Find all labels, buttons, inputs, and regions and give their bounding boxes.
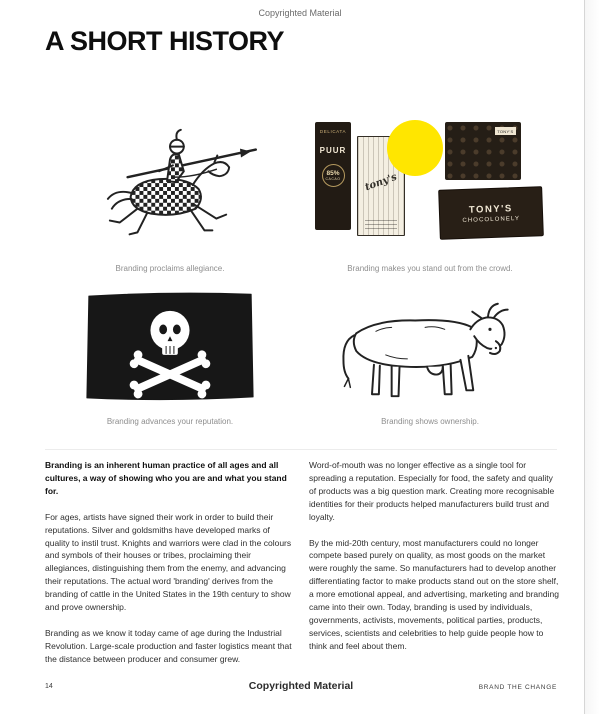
bar-tag-label: TONY'S — [495, 127, 516, 135]
seal-word: CACAO — [325, 177, 341, 181]
right-column — [309, 459, 559, 679]
page-number: 14 — [45, 683, 53, 690]
book-title-footer: BRAND THE CHANGE — [478, 684, 557, 691]
chocolate-bar-tonys — [438, 186, 544, 240]
body-paragraph: Word-of-mouth was no longer effective as a single tool for spreading a reputation. Especially for food, the safety and quality of products was a big question mark. Creating more recognisable identities for their products helped manufacturers build trust and loyalty. — [309, 460, 555, 522]
cow-horns — [488, 304, 508, 318]
body-paragraph: By the mid-20th century, most manufacturers could no longer compete based purely on quality, as most goods on the market were roughly the same. So manufacturers had to develop another differentiating factor to make products stand out on the store shelf, a more emotional appeal, and advertising, marketing and branding came into their own. Today, branding is used by individuals, governments, activists, movements, political parties, products, services, scientists and celebrities to help guide people how to think and feel about them. — [309, 537, 559, 651]
page-edge-strip — [585, 0, 600, 714]
handwritten-brand: tony's — [363, 171, 399, 194]
knight-illustration — [55, 118, 285, 260]
skull-eye-left — [159, 325, 167, 335]
copyright-watermark-top: Copyrighted Material — [258, 8, 342, 18]
lead-paragraph: Branding is an inherent human practice of all ages and all cultures, a way of showing who you are and what you stand for. — [45, 460, 287, 496]
cow-illustration — [303, 285, 557, 413]
flag-illustration — [55, 281, 285, 413]
chocolate-composition — [303, 114, 557, 260]
figure-chocolate-bars — [303, 114, 557, 273]
yellow-highlight-circle — [387, 120, 443, 176]
figure-pirate-flag — [55, 281, 285, 426]
body-text-columns — [45, 459, 559, 679]
chocolate-bar-delicata — [315, 122, 351, 230]
fineprint-lines — [365, 220, 397, 229]
skull-crossbones-flag-icon — [82, 287, 258, 407]
figure-caption: Branding shows ownership. — [381, 417, 479, 426]
left-column — [45, 459, 295, 679]
bar-brand-label: DELICATA — [319, 129, 347, 134]
page-footer — [45, 680, 557, 696]
cow-body — [354, 320, 477, 367]
figure-caption: Branding makes you stand out from the crowd. — [347, 264, 513, 273]
horse-tail — [108, 192, 132, 209]
cow-eye — [488, 328, 491, 331]
cow-icon — [315, 290, 545, 408]
lance — [128, 150, 256, 178]
chocolonely-word: CHOCOLONELY — [462, 215, 521, 224]
figure-knight — [55, 118, 285, 273]
figure-cow — [303, 285, 557, 426]
seal-percentage: 85% — [326, 170, 340, 177]
chocolate-bar-dark-square — [445, 122, 521, 180]
copyright-watermark-bottom: Copyrighted Material — [248, 680, 354, 692]
tonys-word: TONY'S — [468, 202, 513, 216]
page-edge-line — [584, 0, 585, 714]
cow-ear — [472, 312, 482, 319]
body-paragraph: Branding as we know it today came of age during the Industrial Revolution. Large-scale production and faster logistics meant that the distance between producer and consumer grew. — [45, 627, 292, 664]
body-paragraph: For ages, artists have signed their work in order to build their reputations. Silver and goldsmiths have developed marks of quality to instil trust. Knights and warriors were clad in the colours and symbols of their houses or tribes, proclaiming their allegiances, distinguishing them from the enemy, and advancing their reputations. The actual word 'branding' derives from the branding of cattle in the United States in the 19th century to show and prove ownership. — [45, 511, 292, 613]
page-title: A SHORT HISTORY — [45, 26, 285, 56]
skull — [150, 311, 189, 350]
skull-eye-right — [173, 325, 181, 335]
cow-nostril — [495, 347, 497, 349]
figure-caption: Branding proclaims allegiance. — [115, 264, 225, 273]
yellow-circle-shape — [387, 120, 443, 176]
cow-tail — [343, 335, 354, 378]
cow-udder — [427, 367, 443, 375]
cacao-seal — [322, 164, 345, 187]
figure-caption: Branding advances your reputation. — [106, 417, 234, 426]
bar-variant-label: PUUR — [319, 146, 347, 155]
section-divider — [45, 449, 557, 450]
horse-head — [193, 162, 229, 185]
chocolate-illustration — [303, 114, 557, 260]
knight-on-horse-icon — [75, 120, 265, 258]
